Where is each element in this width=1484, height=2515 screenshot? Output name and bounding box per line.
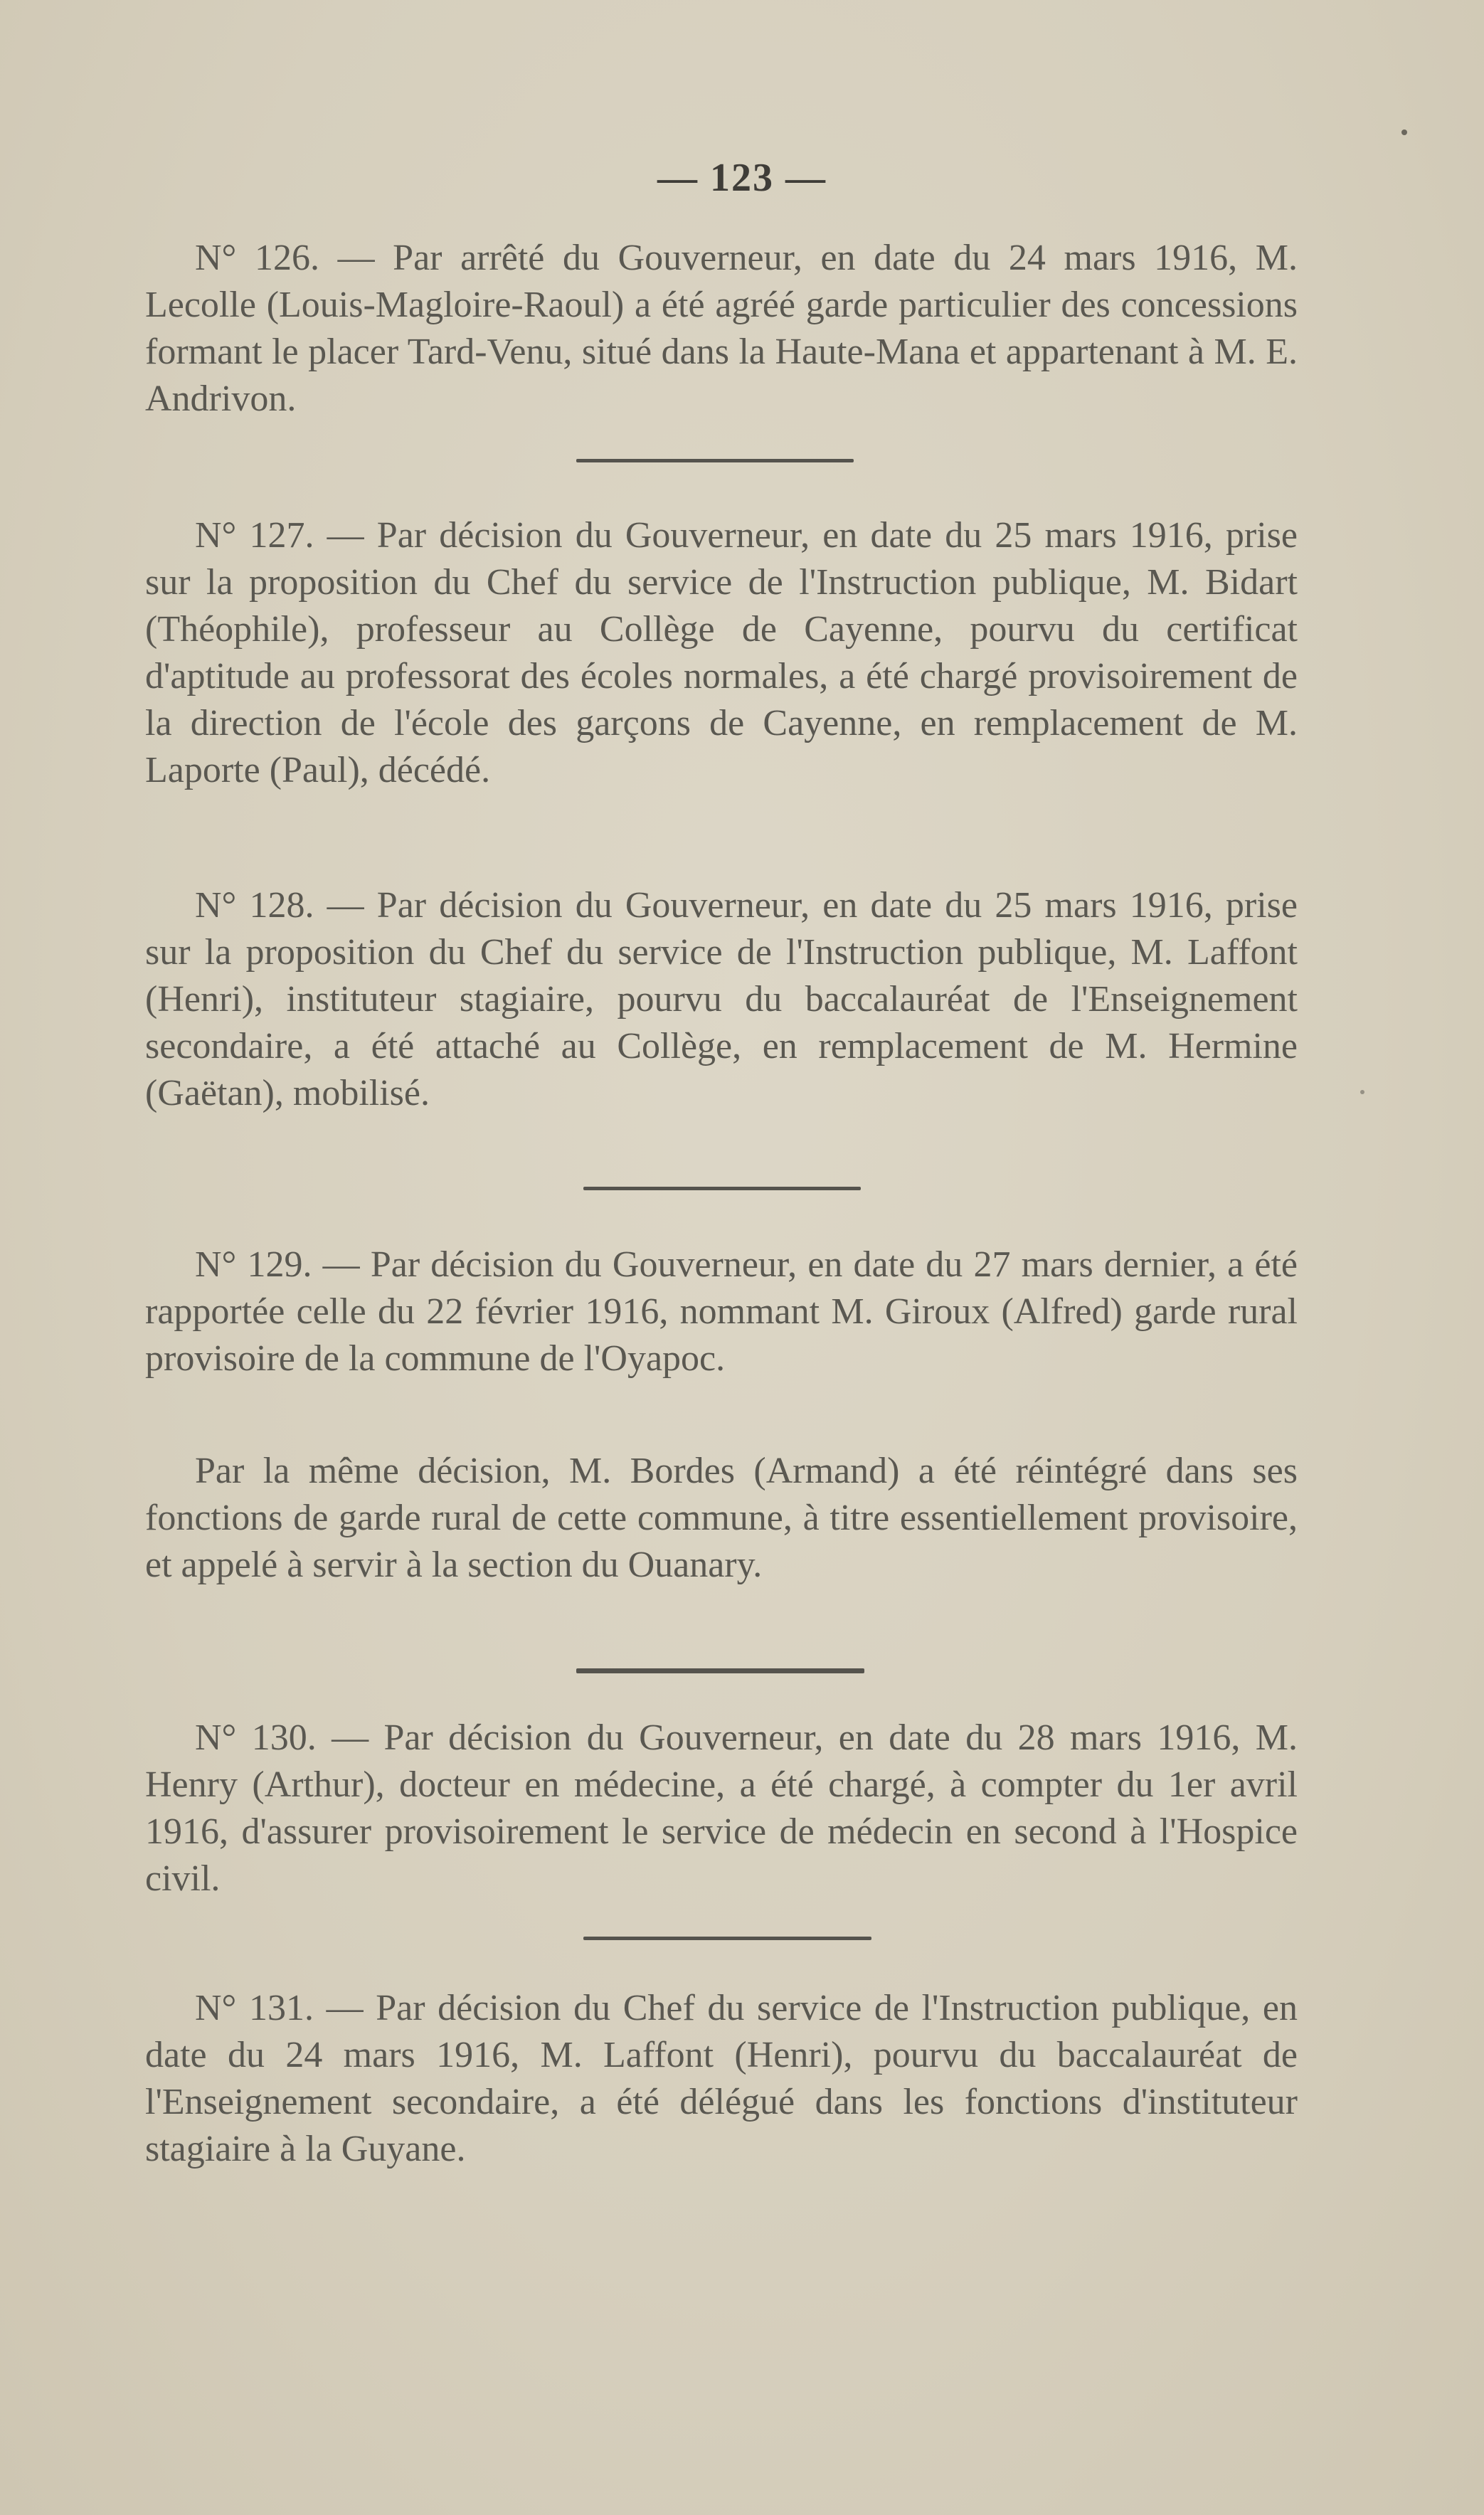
- entry-text: — Par arrêté du Gouverneur, en date du 24 mars 1916, M. Lecolle (Louis-Magloire-Raoul) a été agréé garde particulier des concessions formant le placer Tard-Venu, situé dans la Haute-Mana et appartenant à M. E. Andrivon.: [145, 238, 1298, 419]
- entry-number: N° 126.: [195, 238, 319, 278]
- entry-number: N° 131.: [195, 1988, 314, 2028]
- entry-number: N° 127.: [195, 515, 314, 556]
- page-number: — 123 —: [657, 156, 827, 200]
- entry-128: [145, 882, 1298, 1117]
- entry-text: — Par décision du Gouverneur, en date du 25 mars 1916, prise sur la proposition du Chef du service de l'Instruction publique, M. Laffont (Henri), instituteur stagiaire, pourvu du baccalauréat de l'Enseignement secondaire, a été attaché au Collège, en remplacement de M. Hermine (Gaëtan), mobilisé.: [145, 885, 1298, 1113]
- entry-number: N° 128.: [195, 885, 314, 926]
- entry-127: [145, 512, 1298, 794]
- entry-126: [145, 235, 1298, 423]
- entry-number: N° 130.: [195, 1717, 317, 1758]
- entry-text: — Par décision du Gouverneur, en date du 28 mars 1916, M. Henry (Arthur), docteur en médecine, a été chargé, à compter du 1er avril 1916, d'assurer provisoirement le service de médecin en second à l'Hospice civil.: [145, 1717, 1298, 1899]
- entry-text: — Par décision du Gouverneur, en date du 25 mars 1916, prise sur la proposition du Chef du service de l'Instruction publique, M. Bidart (Théophile), professeur au Collège de Cayenne, pourvu du certificat d'aptitude au professorat des écoles normales, a été chargé provisoirement de la direction de l'école des garçons de Cayenne, en remplacement de M. Laporte (Paul), décédé.: [145, 515, 1298, 790]
- entry-130: [145, 1715, 1298, 1902]
- separator-rule: [583, 1937, 871, 1940]
- separator-rule: [583, 1187, 861, 1190]
- entry-129-continuation: [145, 1448, 1298, 1589]
- entry-number: N° 129.: [195, 1244, 312, 1285]
- separator-rule: [576, 459, 854, 462]
- entry-129: [145, 1241, 1298, 1382]
- entry-text: — Par décision du Gouverneur, en date du 27 mars dernier, a été rapportée celle du 22 février 1916, nommant M. Giroux (Alfred) garde rural provisoire de la commune de l'Oyapoc.: [145, 1244, 1298, 1379]
- entry-131: [145, 1985, 1298, 2173]
- entry-text: Par la même décision, M. Bordes (Armand) a été réintégré dans ses fonctions de garde rural de cette commune, à titre essentiellement provisoire, et appelé à servir à la section du Ouanary.: [145, 1451, 1298, 1585]
- separator-rule: [576, 1668, 864, 1673]
- paper-speck: [1360, 1090, 1364, 1094]
- paper-speck: [1401, 129, 1407, 135]
- entry-text: — Par décision du Chef du service de l'Instruction publique, en date du 24 mars 1916, M. Laffont (Henri), pourvu du baccalauréat de l'Enseignement secondaire, a été délégué dans les fonctions d'instituteur stagiaire à la Guyane.: [145, 1988, 1298, 2169]
